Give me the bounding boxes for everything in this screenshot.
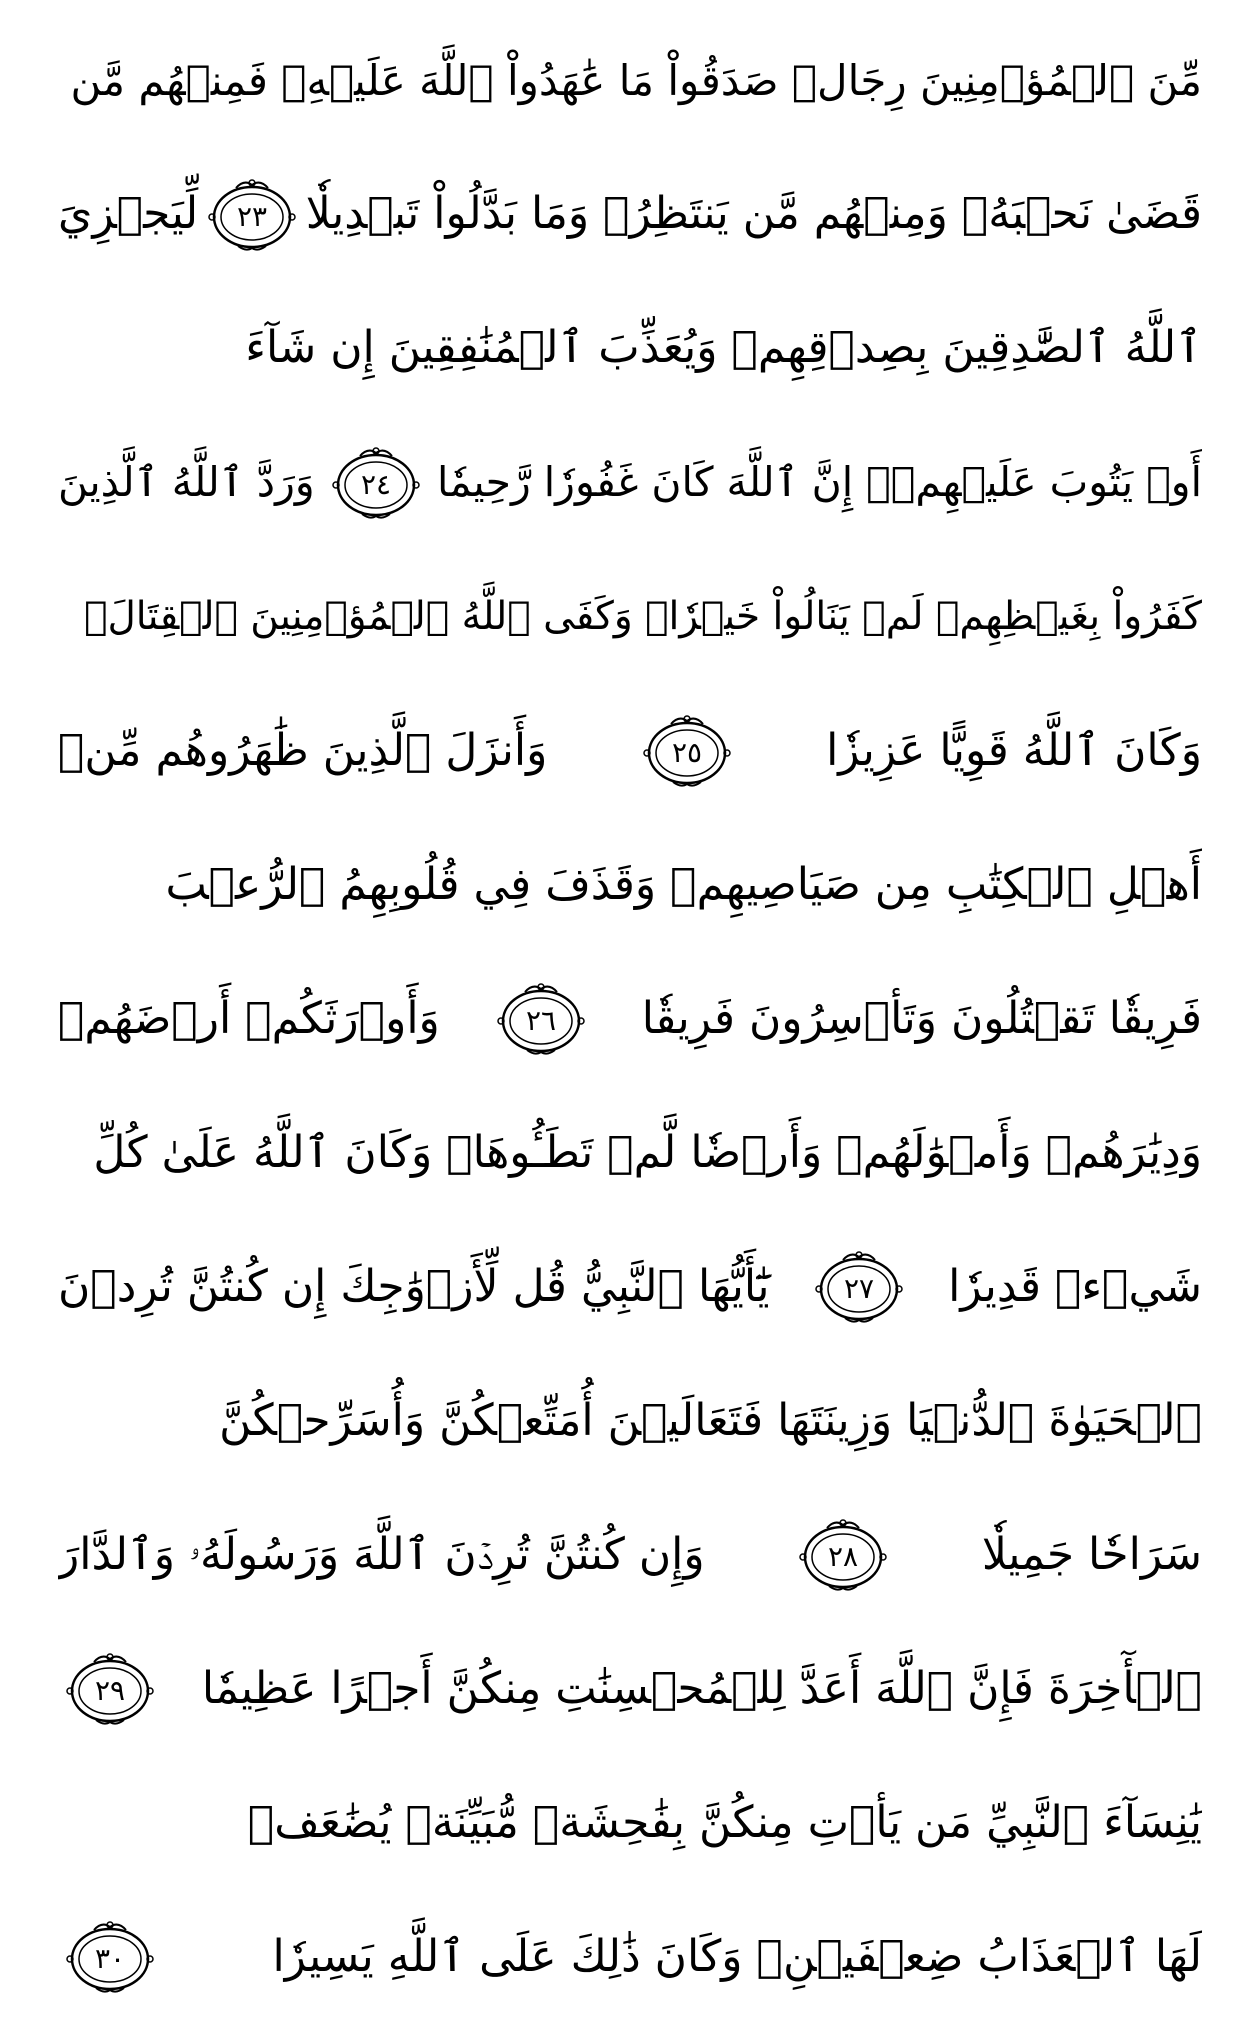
verse-text: كَفَرُواْ بِغَيۡظِهِمۡ لَمۡ يَنَالُواْ خَيۡرٗاۚ وَكَفَى ٱللَّهُ ٱلۡمُؤۡمِنِينَ ٱلۡقِتَالَۚ [84,593,1202,639]
verse-text: شَيۡءٖ قَدِيرٗا [948,1260,1202,1312]
ayah-ornament-icon [641,713,733,789]
ayah-ornament-icon [64,1651,156,1727]
ayah-number: ٢٤ [360,467,391,501]
verse-text: ٱلۡحَيَوٰةَ ٱلدُّنۡيَا وَزِينَتَهَا فَتَعَالَيۡنَ أُمَتِّعۡكُنَّ وَأُسَرِّحۡكُنَّ [219,1394,1202,1446]
ayah-number: ٢٦ [525,1003,556,1037]
verse-line [58,956,1202,1081]
ayah-ornament-icon [330,445,422,521]
verse-text: وَإِن كُنتُنَّ تُرِدۡنَ ٱللَّهَ وَرَسُولَهُۥ وَٱلدَّارَ [58,1528,705,1580]
ayah-ornament-icon [813,1249,905,1325]
quran-text-block [58,18,1202,2020]
ayah-ornament-icon [206,177,298,253]
verse-text: مِّنَ ٱلۡمُؤۡمِنِينَ رِجَالٞ صَدَقُواْ مَا عَٰهَدُواْ ٱللَّهَ عَلَيۡهِۖ فَمِنۡهُم مَّن [70,55,1202,105]
verse-text: ٱلۡأٓخِرَةَ فَإِنَّ ٱللَّهَ أَعَدَّ لِلۡمُحۡسِنَٰتِ مِنكُنَّ أَجۡرًا عَظِيمٗا [201,1663,1202,1715]
verse-line [58,152,1202,277]
ayah-ornament-icon [797,1517,889,1593]
ayah-number: ٣٠ [94,1942,126,1976]
verse-line [58,1225,1202,1350]
verse-line [58,1761,1202,1886]
verse-text: لَهَا ٱلۡعَذَابُ ضِعۡفَيۡنِۚ وَكَانَ ذَٰلِكَ عَلَى ٱللَّهِ يَسِيرٗا [272,1931,1202,1983]
verse-line [58,1493,1202,1618]
verse-line [58,286,1202,411]
verse-text: وَأَنزَلَ ٱلَّذِينَ ظَٰهَرُوهُم مِّنۡ [58,724,548,776]
verse-text: وَأَوۡرَثَكُمۡ أَرۡضَهُمۡ [58,992,440,1044]
verse-text: لِّيَجۡزِيَ [58,188,199,240]
verse-line [58,1091,1202,1216]
ayah-number-marker [813,1249,905,1325]
verse-line [58,554,1202,679]
ayah-number: ٢٨ [828,1540,859,1574]
ayah-number-marker [641,713,733,789]
verse-line [58,18,1202,143]
verse-line [58,1627,1202,1752]
verse-line [58,688,1202,813]
ayah-ornament-icon [495,981,587,1057]
verse-line [58,420,1202,545]
verse-text: سَرَاحٗا جَمِيلٗا [981,1528,1202,1580]
ayah-number-marker [330,445,422,521]
ayah-number-marker [495,981,587,1057]
verse-text: أَوۡ يَتُوبَ عَلَيۡهِمۡۚ إِنَّ ٱللَّهَ كَانَ غَفُورٗا رَّحِيمٗا [437,457,1202,506]
verse-text: يَٰنِسَآءَ ٱلنَّبِيِّ مَن يَأۡتِ مِنكُنَّ بِفَٰحِشَةٖ مُّبَيِّنَةٖ يُضَٰعَفۡ [247,1797,1202,1849]
ayah-number-marker [64,1919,156,1995]
verse-line [58,1895,1202,2020]
ayah-number: ٢٩ [94,1674,126,1708]
verse-text: وَكَانَ ٱللَّهُ قَوِيًّا عَزِيزٗا [826,724,1202,776]
ayah-number: ٢٥ [671,735,702,769]
verse-text: قَضَىٰ نَحۡبَهُۥ وَمِنۡهُم مَّن يَنتَظِرُۖ وَمَا بَدَّلُواْ تَبۡدِيلٗا [305,188,1202,240]
verse-text: وَرَدَّ ٱللَّهُ ٱلَّذِينَ [58,457,315,506]
ayah-number: ٢٧ [843,1272,874,1306]
ayah-ornament-icon [64,1919,156,1995]
verse-text: أَهۡلِ ٱلۡكِتَٰبِ مِن صَيَاصِيهِمۡ وَقَذَفَ فِي قُلُوبِهِمُ ٱلرُّعۡبَ [165,858,1202,910]
verse-line [58,1359,1202,1484]
verse-text: يَٰٓأَيُّهَا ٱلنَّبِيُّ قُل لِّأَزۡوَٰجِكَ إِن كُنتُنَّ تُرِدۡنَ [58,1260,770,1312]
ayah-number-marker [64,1651,156,1727]
verse-line [58,822,1202,947]
verse-text: وَدِيَٰرَهُمۡ وَأَمۡوَٰلَهُمۡ وَأَرۡضٗا لَّمۡ تَطَـُٔوهَاۚ وَكَانَ ٱللَّهُ عَلَىٰ كُلِّ [93,1126,1202,1178]
ayah-number-marker [206,177,298,253]
verse-text: فَرِيقٗا تَقۡتُلُونَ وَتَأۡسِرُونَ فَرِيقٗا [641,992,1202,1044]
verse-text: ٱللَّهُ ٱلصَّٰدِقِينَ بِصِدۡقِهِمۡ وَيُعَذِّبَ ٱلۡمُنَٰفِقِينَ إِن شَآءَ [245,322,1202,374]
ayah-number-marker [797,1517,889,1593]
ayah-number: ٢٣ [236,199,268,233]
